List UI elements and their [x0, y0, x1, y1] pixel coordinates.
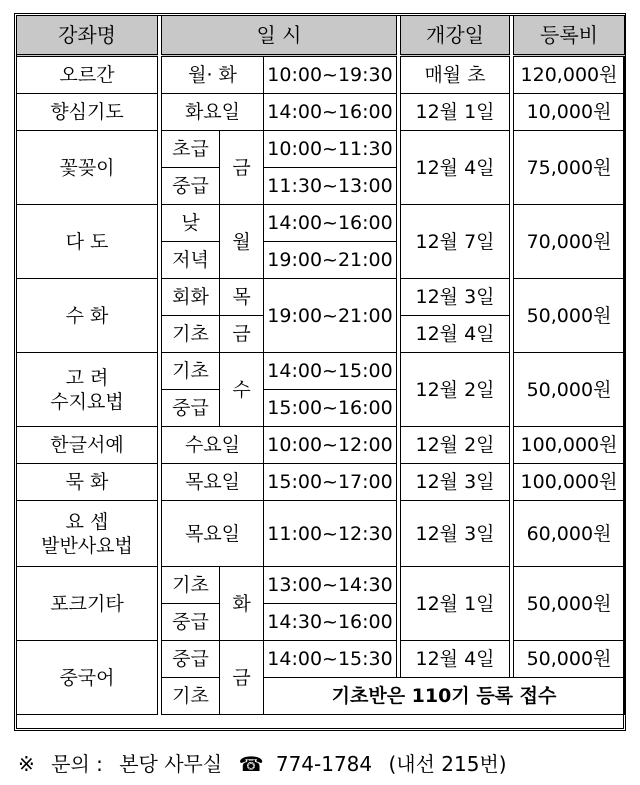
table-row — [17, 427, 625, 464]
course-level: 중급 — [162, 390, 220, 427]
course-fee: 100,000원 — [514, 464, 625, 501]
table-row — [17, 641, 625, 678]
course-day: 목요일 — [162, 501, 264, 567]
course-time: 14:00~16:00 — [264, 205, 397, 242]
course-time: 14:00~16:00 — [264, 94, 397, 131]
course-day: 월· 화 — [162, 56, 264, 94]
table-row — [17, 567, 625, 604]
course-level: 기초 — [162, 678, 220, 715]
course-start: 12월 4일 — [401, 131, 510, 205]
course-level: 중급 — [162, 641, 220, 678]
course-name: 묵 화 — [17, 464, 158, 501]
course-fee: 50,000원 — [514, 567, 625, 641]
course-time: 15:00~16:00 — [264, 390, 397, 427]
course-fee: 10,000원 — [514, 94, 625, 131]
course-name: 한글서예 — [17, 427, 158, 464]
inquiry-footer — [18, 748, 517, 777]
course-name-line1: 고 려 — [65, 366, 109, 389]
course-start: 12월 3일 — [401, 279, 510, 316]
course-name: 다 도 — [17, 205, 158, 279]
office-name: 본당 사무실 — [119, 752, 223, 776]
table-row — [17, 56, 625, 94]
table-row — [17, 205, 625, 242]
course-name-line2: 발반사요법 — [41, 534, 133, 557]
course-level: 초급 — [162, 131, 220, 168]
course-start: 매월 초 — [401, 56, 510, 94]
course-level: 낮 — [162, 205, 220, 242]
course-time: 10:00~11:30 — [264, 131, 397, 168]
course-level: 중급 — [162, 604, 220, 641]
course-day: 화요일 — [162, 94, 264, 131]
course-name-line2: 수지요법 — [50, 390, 124, 413]
course-time: 10:00~19:30 — [264, 56, 397, 94]
course-fee: 75,000원 — [514, 131, 625, 205]
header-course: 강좌명 — [17, 16, 158, 56]
course-level: 기초 — [162, 316, 220, 353]
course-start: 12월 1일 — [401, 94, 510, 131]
course-name: 수 화 — [17, 279, 158, 353]
course-fee: 120,000원 — [514, 56, 625, 94]
course-name: 중국어 — [17, 641, 158, 715]
header-start-date: 개강일 — [401, 16, 510, 56]
course-level: 기초 — [162, 567, 220, 604]
course-time: 11:00~12:30 — [264, 501, 397, 567]
course-name: 오르간 — [17, 56, 158, 94]
course-start: 12월 2일 — [401, 353, 510, 427]
course-time: 14:30~16:00 — [264, 604, 397, 641]
course-time: 13:00~14:30 — [264, 567, 397, 604]
table-row — [17, 279, 625, 316]
course-day: 목 — [220, 279, 264, 316]
telephone-icon: ☎ — [238, 752, 264, 776]
course-day: 금 — [220, 641, 264, 715]
header-fee: 등록비 — [514, 16, 625, 56]
table-row — [17, 94, 625, 131]
table-row — [17, 353, 625, 390]
course-time: 14:00~15:00 — [264, 353, 397, 390]
course-name — [17, 353, 158, 427]
course-start: 12월 7일 — [401, 205, 510, 279]
course-time: 19:00~21:00 — [264, 279, 397, 353]
course-fee: 70,000원 — [514, 205, 625, 279]
course-fee: 60,000원 — [514, 501, 625, 567]
course-name: 향심기도 — [17, 94, 158, 131]
reference-mark: ※ — [18, 752, 35, 776]
course-level: 회화 — [162, 279, 220, 316]
course-start: 12월 3일 — [401, 501, 510, 567]
course-start: 12월 1일 — [401, 567, 510, 641]
inquiry-label: 문의 : — [51, 752, 103, 776]
course-day: 월 — [220, 205, 264, 279]
course-level: 기초 — [162, 353, 220, 390]
table-row — [17, 464, 625, 501]
course-day: 수 — [220, 353, 264, 427]
table-row — [17, 501, 625, 567]
course-level: 중급 — [162, 168, 220, 205]
course-time: 15:00~17:00 — [264, 464, 397, 501]
course-fee: 50,000원 — [514, 279, 625, 353]
course-time: 10:00~12:00 — [264, 427, 397, 464]
course-time: 11:30~13:00 — [264, 168, 397, 205]
course-start: 12월 3일 — [401, 464, 510, 501]
extension: (내선 215번) — [388, 752, 507, 776]
header-schedule: 일 시 — [162, 16, 397, 56]
course-time: 19:00~21:00 — [264, 242, 397, 279]
header-row — [17, 16, 625, 56]
course-table — [16, 15, 625, 715]
course-start: 12월 4일 — [401, 316, 510, 353]
course-note: 기초반은 110기 등록 접수 — [264, 678, 625, 715]
course-day: 금 — [220, 316, 264, 353]
course-day: 금 — [220, 131, 264, 205]
course-start: 12월 4일 — [401, 641, 510, 678]
course-day: 화 — [220, 567, 264, 641]
course-fee: 50,000원 — [514, 641, 625, 678]
course-name — [17, 501, 158, 567]
table-row — [17, 131, 625, 168]
course-start: 12월 2일 — [401, 427, 510, 464]
course-day: 목요일 — [162, 464, 264, 501]
course-name-line1: 요 셉 — [65, 510, 109, 533]
course-fee: 50,000원 — [514, 353, 625, 427]
course-level: 저녁 — [162, 242, 220, 279]
course-name: 포크기타 — [17, 567, 158, 641]
course-fee: 100,000원 — [514, 427, 625, 464]
phone-number: 774-1784 — [275, 752, 373, 776]
course-time: 14:00~15:30 — [264, 641, 397, 678]
course-day: 수요일 — [162, 427, 264, 464]
course-name: 꽃꽂이 — [17, 131, 158, 205]
